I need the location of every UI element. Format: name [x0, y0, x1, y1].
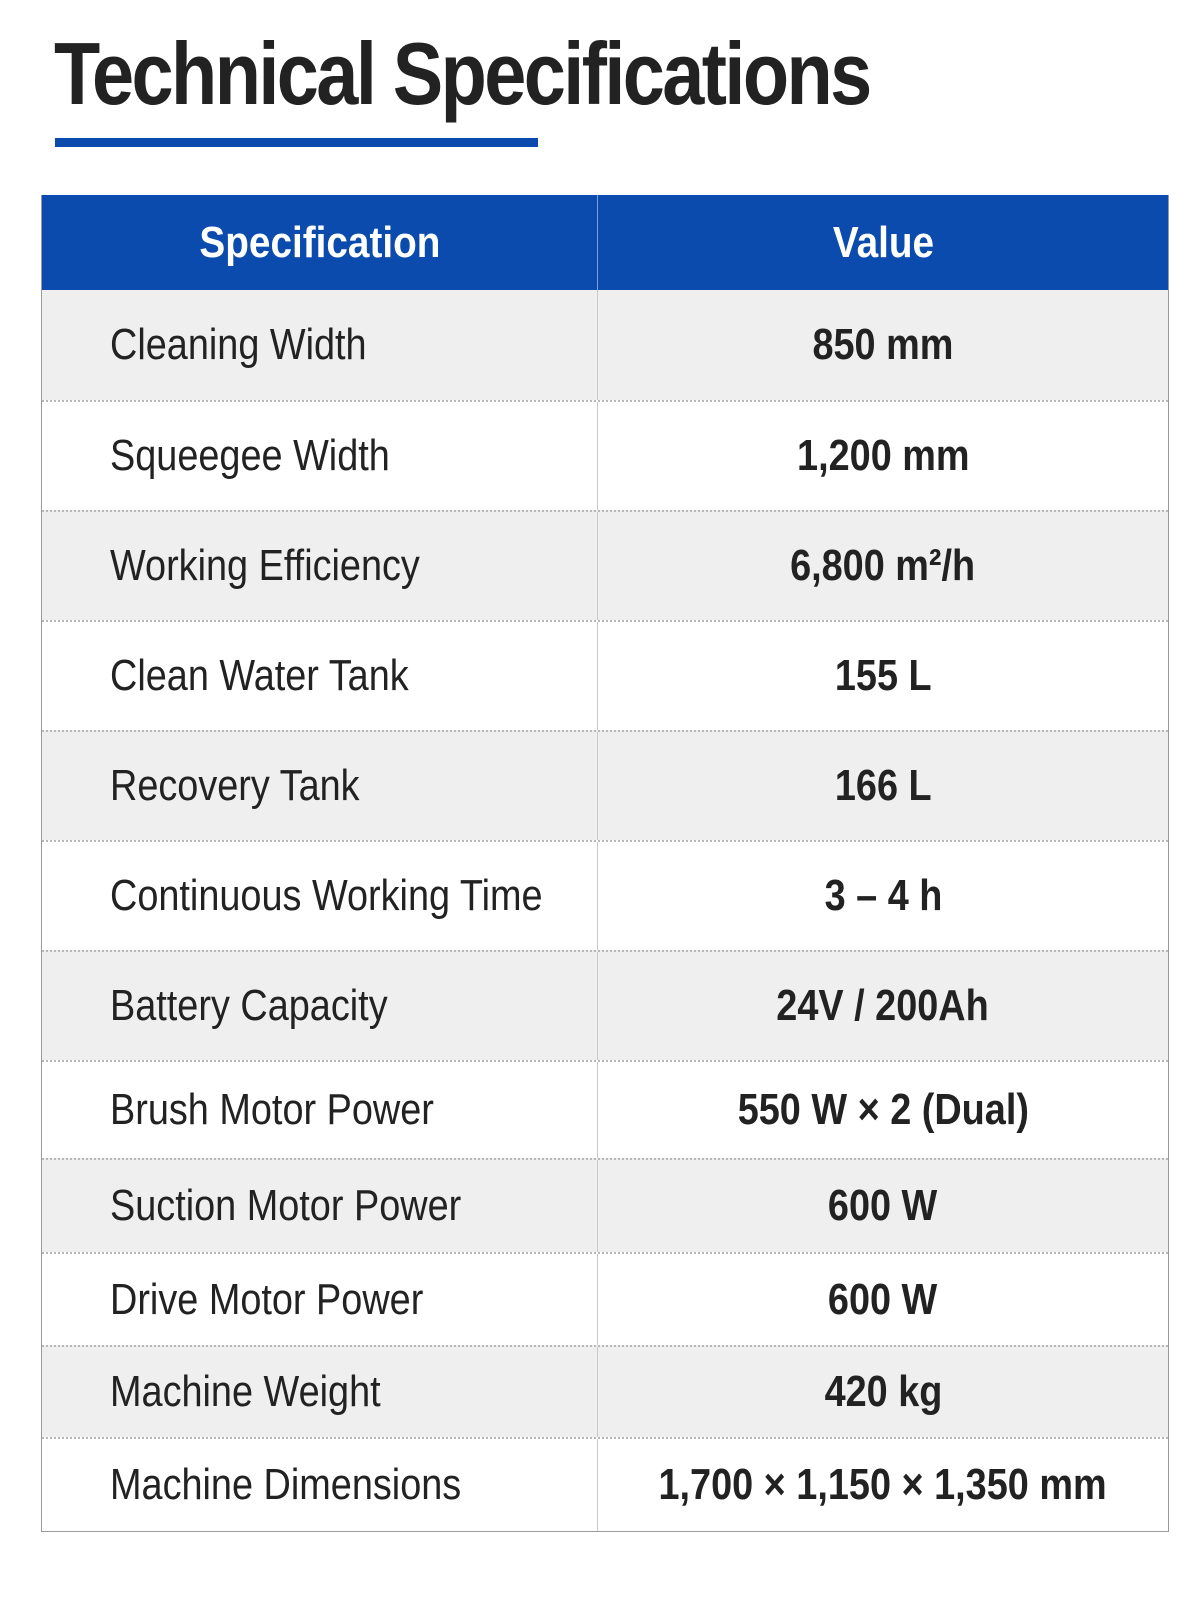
table-row [42, 400, 1168, 510]
header-specification: Specification [42, 195, 598, 290]
spec-name: Machine Dimensions [110, 1460, 462, 1509]
spec-value: 6,800 m²/h [790, 541, 976, 590]
spec-value: 600 W [828, 1181, 938, 1230]
spec-name: Drive Motor Power [110, 1274, 424, 1324]
spec-value: 24V / 200Ah [776, 981, 990, 1030]
page-title: Technical Specifications [54, 24, 870, 123]
spec-name-cell [42, 1347, 598, 1437]
spec-value-cell [598, 402, 1168, 510]
table-row [42, 1060, 1168, 1158]
spec-value: 420 kg [824, 1367, 942, 1416]
spec-name: Brush Motor Power [110, 1085, 434, 1134]
spec-name-cell [42, 842, 598, 950]
spec-name: Recovery Tank [110, 761, 360, 810]
table-row [42, 950, 1168, 1060]
spec-name-cell [42, 1439, 598, 1531]
spec-name: Continuous Working Time [110, 871, 543, 920]
spec-value-cell [598, 1062, 1168, 1158]
spec-name: Working Efficiency [110, 541, 420, 590]
spec-value-cell [598, 952, 1168, 1060]
spec-value-cell [598, 1160, 1168, 1252]
spec-value-cell [598, 732, 1168, 840]
table-row [42, 290, 1168, 400]
spec-name: Cleaning Width [110, 320, 367, 369]
spec-value: 3 – 4 h [824, 871, 942, 920]
spec-value: 850 mm [812, 320, 954, 369]
spec-value-cell [598, 1254, 1168, 1345]
table-row [42, 1252, 1168, 1345]
spec-value-cell [598, 512, 1168, 620]
table-row [42, 730, 1168, 840]
spec-value: 1,200 mm [796, 431, 970, 480]
table-row [42, 1345, 1168, 1437]
spec-table [41, 195, 1169, 1532]
header-value: Value [832, 217, 934, 267]
spec-value-cell [598, 290, 1168, 400]
spec-value-cell [598, 622, 1168, 730]
table-body [42, 290, 1168, 1531]
spec-name-cell [42, 1160, 598, 1252]
spec-value: 550 W × 2 (Dual) [737, 1085, 1029, 1134]
table-row [42, 840, 1168, 950]
spec-name-cell [42, 732, 598, 840]
table-header-row [42, 195, 1168, 290]
spec-name: Squeegee Width [110, 431, 390, 480]
spec-value-cell [598, 842, 1168, 950]
table-row [42, 510, 1168, 620]
spec-name: Suction Motor Power [110, 1181, 462, 1230]
table-row [42, 1437, 1168, 1531]
spec-name-cell [42, 952, 598, 1060]
spec-name-cell [42, 290, 598, 400]
spec-name: Clean Water Tank [110, 651, 409, 700]
spec-value-cell [598, 1347, 1168, 1437]
table-row [42, 1158, 1168, 1252]
spec-value: 1,700 × 1,150 × 1,350 mm [658, 1460, 1108, 1509]
table-row [42, 620, 1168, 730]
spec-name-cell [42, 622, 598, 730]
spec-name-cell [42, 1254, 598, 1345]
spec-value-cell [598, 1439, 1168, 1531]
spec-name: Battery Capacity [110, 981, 388, 1030]
title-underline [55, 138, 538, 147]
spec-value: 155 L [834, 651, 932, 700]
spec-name: Machine Weight [110, 1367, 381, 1416]
spec-name-cell [42, 512, 598, 620]
spec-name-cell [42, 402, 598, 510]
spec-name-cell [42, 1062, 598, 1158]
spec-value: 166 L [834, 761, 932, 810]
spec-value: 600 W [828, 1274, 938, 1324]
